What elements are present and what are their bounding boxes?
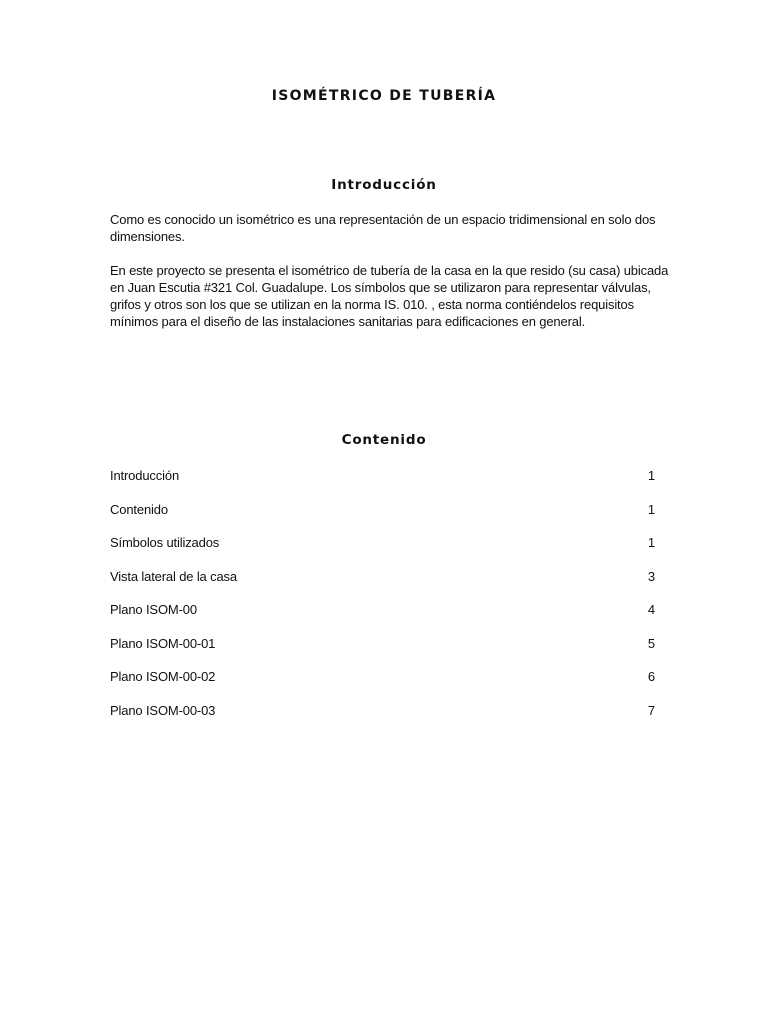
intro-paragraph-2: En este proyecto se presenta el isométrico de tubería de la casa en la que resido (su casa) ubicada en Juan Escutia #321 Col. Guadalupe. Los símbolos que se utilizaron para representar válvulas, grifos y otros son los que se utilizan en la norma IS. 010. , esta norma contiéndelos requisitos mínimos para el diseño de las instalaciones sanitarias para edificaciones en general. xyxy=(110,263,669,329)
toc-entry-label: Vista lateral de la casa xyxy=(110,568,237,584)
toc-entry-contenido xyxy=(110,501,655,535)
toc-entry-label: Plano ISOM-00-03 xyxy=(110,702,216,718)
toc-entry-introduccion xyxy=(110,467,655,501)
table-of-contents xyxy=(110,467,655,735)
toc-entry-page: 4 xyxy=(647,602,655,617)
toc-entry-plano-isom-00-03 xyxy=(110,702,655,736)
toc-entry-label: Símbolos utilizados xyxy=(110,535,220,550)
intro-paragraph-1: Como es conocido un isométrico es una representación de un espacio tridimensional en solo dos dimensiones. xyxy=(110,212,656,244)
toc-entry-plano-isom-00-01 xyxy=(110,635,655,669)
toc-entry-plano-isom-00 xyxy=(110,601,655,635)
toc-entry-label: Plano ISOM-00-01 xyxy=(110,635,216,651)
toc-entry-page: 1 xyxy=(647,535,655,550)
toc-entry-label: Contenido xyxy=(110,501,168,517)
toc-entry-page: 6 xyxy=(647,669,655,684)
toc-entry-simbolos xyxy=(110,534,655,568)
document-title: ISOMÉTRICO DE TUBERÍA xyxy=(271,88,497,104)
toc-entry-label: Plano ISOM-00-02 xyxy=(110,669,216,684)
toc-entry-label: Plano ISOM-00 xyxy=(110,602,197,617)
contents-heading: Contenido xyxy=(341,432,427,448)
toc-entry-vista-lateral xyxy=(110,568,655,602)
toc-entry-plano-isom-00-02 xyxy=(110,668,655,702)
toc-entry-page: 1 xyxy=(647,468,655,483)
toc-entry-page: 1 xyxy=(647,501,655,517)
toc-entry-page: 5 xyxy=(647,635,655,651)
toc-entry-page: 3 xyxy=(647,568,655,584)
toc-entry-page: 7 xyxy=(647,702,655,718)
toc-entry-label: Introducción xyxy=(110,468,180,483)
intro-heading: Introducción xyxy=(331,177,437,193)
